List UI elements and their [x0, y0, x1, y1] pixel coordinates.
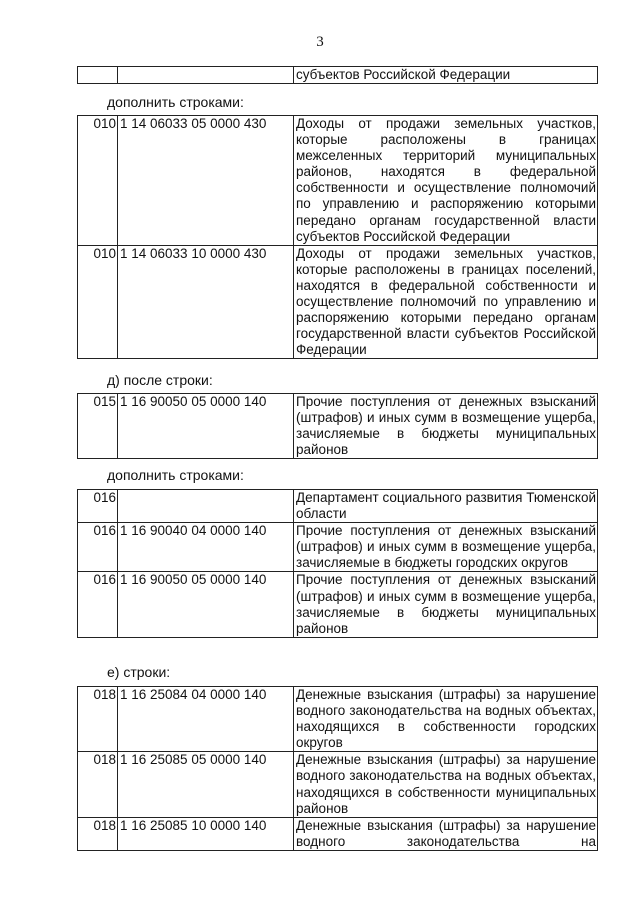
table-row [78, 394, 598, 459]
revenue-name-cell: Прочие поступления от денежных взысканий (штрафов) и иных сумм в возмещение ущерба, зачисляемые в бюджеты городских округов [294, 523, 598, 572]
section-label-rows: е) строки: [107, 664, 171, 680]
revenue-name-cell: Департамент социального развития Тюменской области [294, 490, 598, 523]
revenue-name-cell: субъектов Российской Федерации [294, 67, 598, 84]
revenue-name-cell: Доходы от продажи земельных участков, которые расположены в границах межселенных территорий муниципальных районов, находятся в федеральной собственности и осуществление полномочий по управлению и распоряжению которыми передано органам государственной власти субъектов Российской Федерации [294, 116, 598, 246]
admin-code-cell: 016 [78, 523, 118, 572]
admin-code-cell: 016 [78, 572, 118, 637]
kbk-code-cell: 1 16 90040 04 0000 140 [118, 523, 294, 572]
kbk-code-cell: 1 16 90050 05 0000 140 [118, 394, 294, 459]
kbk-code-cell: 1 14 06033 10 0000 430 [118, 245, 294, 359]
admin-code-cell [78, 67, 118, 84]
admin-code-cell: 018 [78, 817, 118, 850]
section-label-after-row: д) после строки: [107, 372, 213, 388]
admin-code-cell: 015 [78, 394, 118, 459]
revenue-name-cell: Денежные взыскания (штрафы) за нарушение водного законодательства на водных объектах, находящихся в собственности городских округов [294, 687, 598, 752]
table-row [78, 817, 598, 850]
admin-code-cell: 018 [78, 687, 118, 752]
kbk-code-cell: 1 16 25084 04 0000 140 [118, 687, 294, 752]
kbk-code-cell: 1 14 06033 05 0000 430 [118, 116, 294, 246]
codes-table-add-rows-2 [77, 489, 598, 638]
revenue-name-cell: Денежные взыскания (штрафы) за нарушение водного законодательства на водных объектах, находящихся в собственности муниципальных районов [294, 752, 598, 817]
admin-code-cell: 010 [78, 116, 118, 246]
kbk-code-cell: 1 16 90050 05 0000 140 [118, 572, 294, 637]
admin-code-cell: 016 [78, 490, 118, 523]
table-row [78, 523, 598, 572]
table-row [78, 67, 598, 84]
revenue-name-cell: Денежные взыскания (штрафы) за нарушение водного законодательства на [294, 817, 598, 850]
revenue-name-cell: Прочие поступления от денежных взысканий (штрафов) и иных сумм в возмещение ущерба, зачисляемые в бюджеты муниципальных районов [294, 572, 598, 637]
codes-table-continuation [77, 66, 598, 84]
revenue-name-cell: Прочие поступления от денежных взысканий (штрафов) и иных сумм в возмещение ущерба, зачисляемые в бюджеты муниципальных районов [294, 394, 598, 459]
table-row [78, 572, 598, 637]
page-number: 3 [316, 34, 324, 50]
admin-code-cell: 010 [78, 245, 118, 359]
kbk-code-cell: 1 16 25085 10 0000 140 [118, 817, 294, 850]
kbk-code-cell [118, 67, 294, 84]
kbk-code-cell: 1 16 25085 05 0000 140 [118, 752, 294, 817]
table-row [78, 687, 598, 752]
revenue-name-cell: Доходы от продажи земельных участков, которые расположены в границах поселений, находятся в федеральной собственности и осуществление полномочий по управлению и распоряжению которыми передано органам государственной власти субъектов Российской Федерации [294, 245, 598, 359]
admin-code-cell: 018 [78, 752, 118, 817]
section-label-add-rows: дополнить строками: [107, 467, 244, 483]
codes-table-rows [77, 686, 598, 851]
kbk-code-cell [118, 490, 294, 523]
table-row [78, 490, 598, 523]
table-row [78, 116, 598, 246]
codes-table-after-row [77, 393, 598, 459]
table-row [78, 245, 598, 359]
section-label-add-rows: дополнить строками: [107, 94, 244, 110]
table-row [78, 752, 598, 817]
codes-table-add-rows-1 [77, 115, 598, 359]
